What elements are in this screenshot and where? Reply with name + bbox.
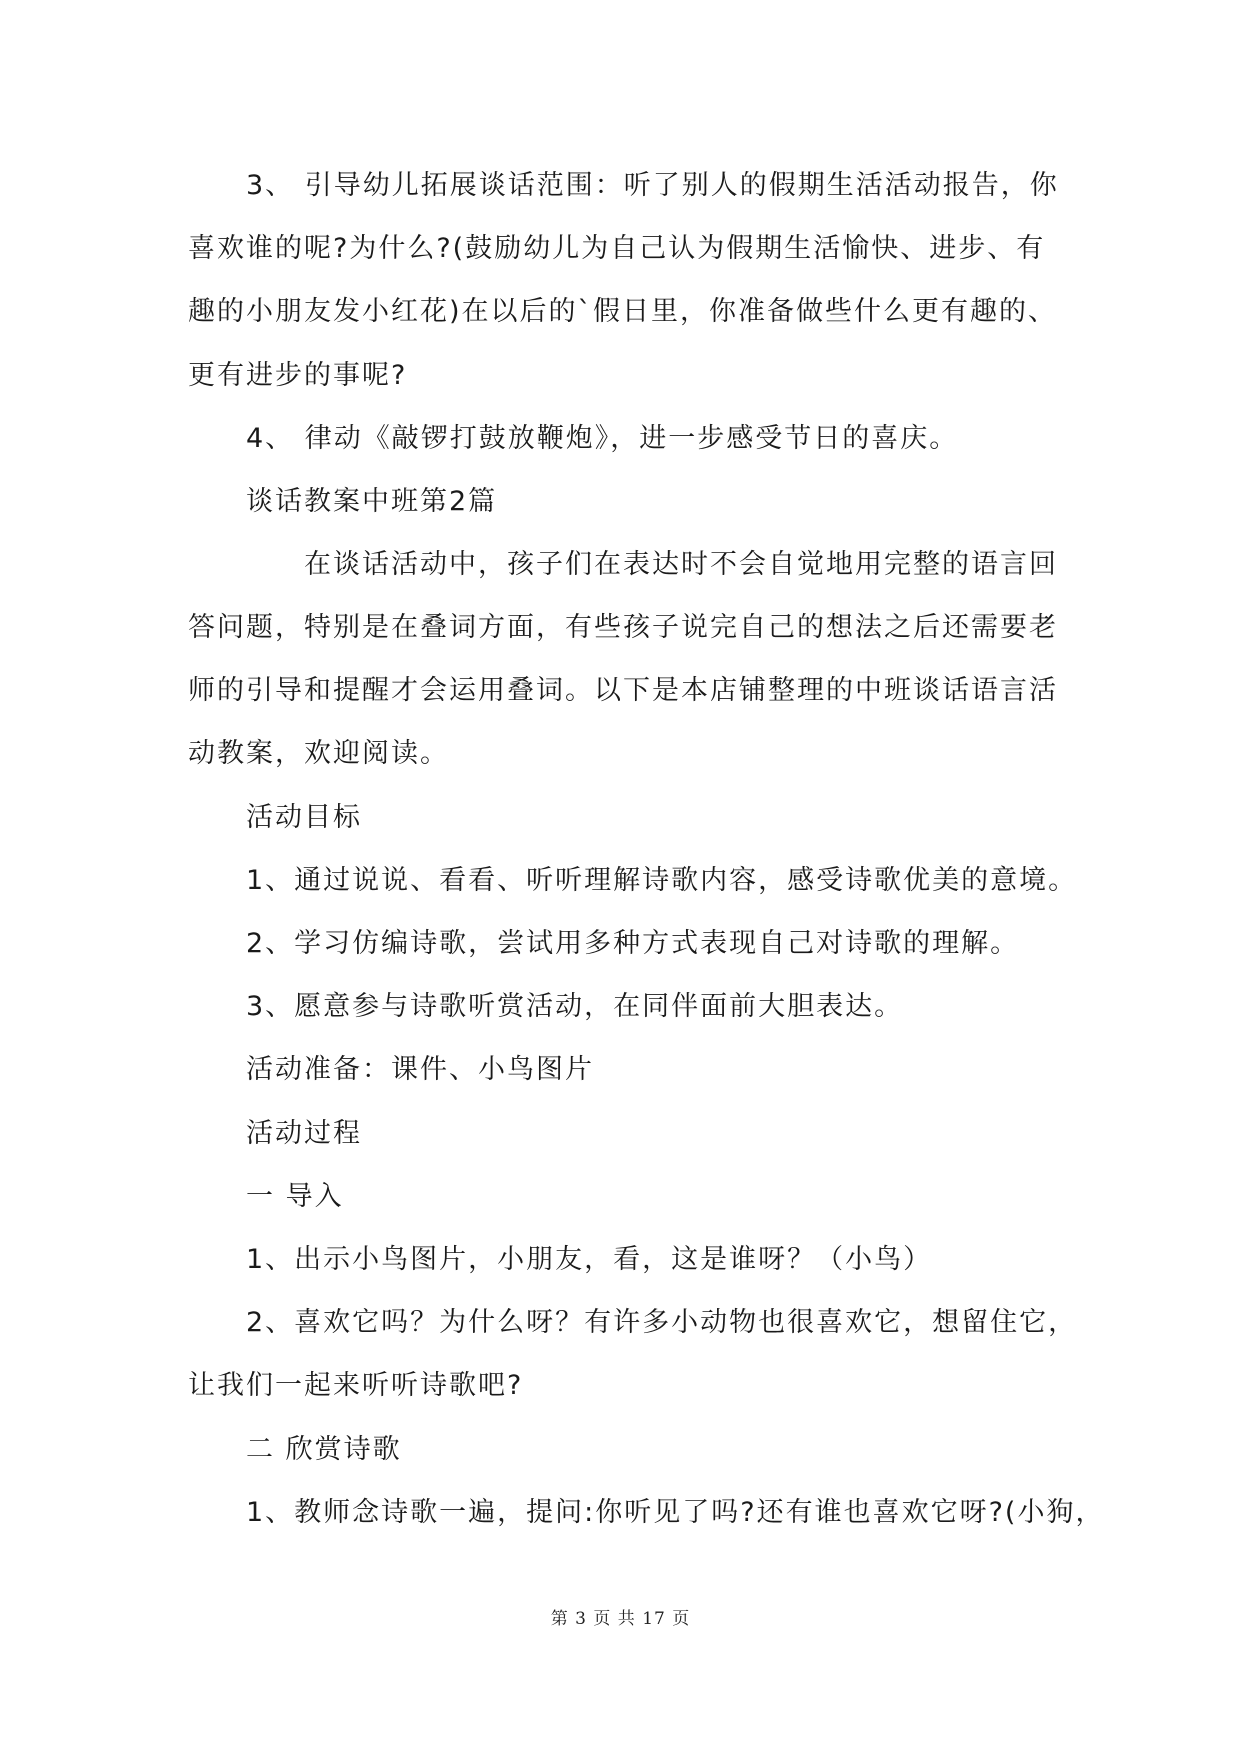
text-line: 3、 引导幼儿拓展谈话范围：听了别人的假期生活活动报告，你 bbox=[246, 170, 1059, 201]
text-line: 4、 律动《敲锣打鼓放鞭炮》，进一步感受节日的喜庆。 bbox=[246, 423, 959, 454]
list-item: 3、愿意参与诗歌听赏活动，在同伴面前大胆表达。 bbox=[246, 991, 904, 1022]
list-item: 2、学习仿编诗歌，尝试用多种方式表现自己对诗歌的理解。 bbox=[246, 928, 1020, 959]
subheading: 活动准备：课件、小鸟图片 bbox=[246, 1054, 594, 1085]
list-item: 1、出示小鸟图片，小朋友，看，这是谁呀？（小鸟） bbox=[246, 1244, 933, 1275]
subheading: 活动目标 bbox=[246, 802, 362, 833]
page-footer: 第 3 页 共 17 页 bbox=[550, 1609, 691, 1629]
text-line: 师的引导和提醒才会运用叠词。以下是本店铺整理的中班谈话语言活 bbox=[188, 675, 1058, 706]
list-item: 2、喜欢它吗？为什么呀？有许多小动物也很喜欢它，想留住它， bbox=[246, 1307, 1078, 1338]
subheading: 一 导入 bbox=[246, 1181, 344, 1212]
text-line: 在谈话活动中，孩子们在表达时不会自觉地用完整的语言回 bbox=[304, 549, 1058, 580]
text-line: 答问题，特别是在叠词方面，有些孩子说完自己的想法之后还需要老 bbox=[188, 612, 1058, 643]
section-heading: 谈话教案中班第2篇 bbox=[246, 486, 498, 517]
list-item: 1、教师念诗歌一遍，提问:你听见了吗?还有谁也喜欢它呀?(小狗， bbox=[246, 1497, 1105, 1528]
text-line: 动教案，欢迎阅读。 bbox=[188, 738, 449, 769]
text-line: 喜欢谁的呢?为什么?(鼓励幼儿为自己认为假期生活愉快、进步、有 bbox=[188, 233, 1046, 264]
text-line: 更有进步的事呢? bbox=[188, 360, 408, 391]
subheading: 二 欣赏诗歌 bbox=[246, 1434, 402, 1465]
text-line: 趣的小朋友发小红花)在以后的`假日里，你准备做些什么更有趣的、 bbox=[188, 296, 1058, 327]
subheading: 活动过程 bbox=[246, 1118, 362, 1149]
text-line: 让我们一起来听听诗歌吧? bbox=[188, 1370, 524, 1401]
list-item: 1、通过说说、看看、听听理解诗歌内容，感受诗歌优美的意境。 bbox=[246, 865, 1078, 896]
